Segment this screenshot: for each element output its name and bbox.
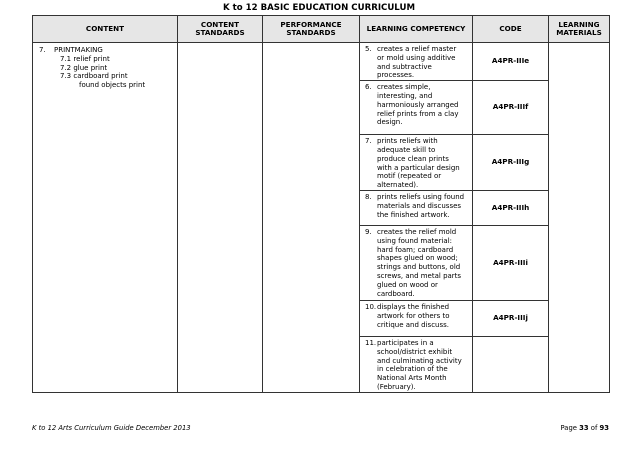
content-item: 7.3 cardboard print <box>60 72 128 81</box>
code-cell: A4PR-IIIj <box>473 300 549 336</box>
content-standards-cell <box>178 43 263 393</box>
performance-standards-cell <box>263 43 360 393</box>
code-cell: A4PR-IIIh <box>473 190 549 225</box>
code-cell <box>473 336 549 392</box>
code-cell: A4PR-IIIg <box>473 135 549 191</box>
competency-cell <box>360 190 473 225</box>
curriculum-table <box>32 15 610 393</box>
competency-cell <box>360 336 473 392</box>
header-content-standards: CONTENT STANDARDS <box>178 16 263 43</box>
competency-cell <box>360 43 473 81</box>
content-item: found objects print <box>79 81 146 90</box>
content-item: 7.1 relief print <box>60 54 110 63</box>
code-cell: A4PR-IIIe <box>473 43 549 81</box>
content-item: 7.2 glue print <box>60 63 108 72</box>
competency-number: 5. <box>365 45 372 53</box>
header-learning-materials: LEARNING MATERIALS <box>549 16 610 43</box>
content-title: PRINTMAKING <box>54 46 103 54</box>
competency-cell <box>360 225 473 300</box>
competency-number: 9. <box>365 227 372 236</box>
content-number: 7. <box>39 46 46 54</box>
competency-text: displays the finished artwork for others to critique and discuss. <box>377 302 450 329</box>
table-row <box>33 43 610 81</box>
competency-text: participates in a school/district exhibit and culminating activity in celebration of the National Arts Month (February). <box>377 338 462 391</box>
competency-number: 6. <box>365 83 372 92</box>
page-total: 93 <box>599 424 609 432</box>
competency-text: prints reliefs with adequate skill to produce clean prints with a particular design motif (repeated or alternated). <box>377 137 460 190</box>
header-row <box>33 16 610 43</box>
content-cell <box>33 43 178 393</box>
header-code: CODE <box>473 16 549 43</box>
competency-number: 8. <box>365 192 372 201</box>
competency-number: 10. <box>365 302 377 311</box>
competency-cell <box>360 81 473 135</box>
footer-guide-title: K to 12 Arts Curriculum Guide December 2013 <box>32 424 191 432</box>
competency-text: creates a relief master or mold using additive and subtractive processes. <box>377 45 457 80</box>
learning-materials-cell <box>549 43 610 393</box>
code-cell: A4PR-IIIi <box>473 225 549 300</box>
code-cell: A4PR-IIIf <box>473 81 549 135</box>
page-current: 33 <box>579 424 589 432</box>
competency-cell <box>360 300 473 336</box>
competency-text: creates the relief mold using found material: hard foam; cardboard shapes glued on wood; strings and buttons, old screws, and metal parts glued on wood or cardboard. <box>377 227 462 298</box>
footer-page-number <box>561 424 609 432</box>
competency-text: creates simple, interesting, and harmoniously arranged relief prints from a clay design. <box>377 83 459 127</box>
page-of-label: of <box>590 424 598 432</box>
competency-number: 11. <box>365 338 377 347</box>
header-content: CONTENT <box>33 16 178 43</box>
competency-number: 7. <box>365 137 372 146</box>
competency-cell <box>360 135 473 191</box>
page-title: K to 12 BASIC EDUCATION CURRICULUM <box>222 3 416 13</box>
competency-text: prints reliefs using found materials and discusses the finished artwork. <box>377 192 465 219</box>
header-performance-standards: PERFORMANCE STANDARDS <box>263 16 360 43</box>
page-label: Page <box>560 424 577 432</box>
header-learning-competency: LEARNING COMPETENCY <box>360 16 473 43</box>
